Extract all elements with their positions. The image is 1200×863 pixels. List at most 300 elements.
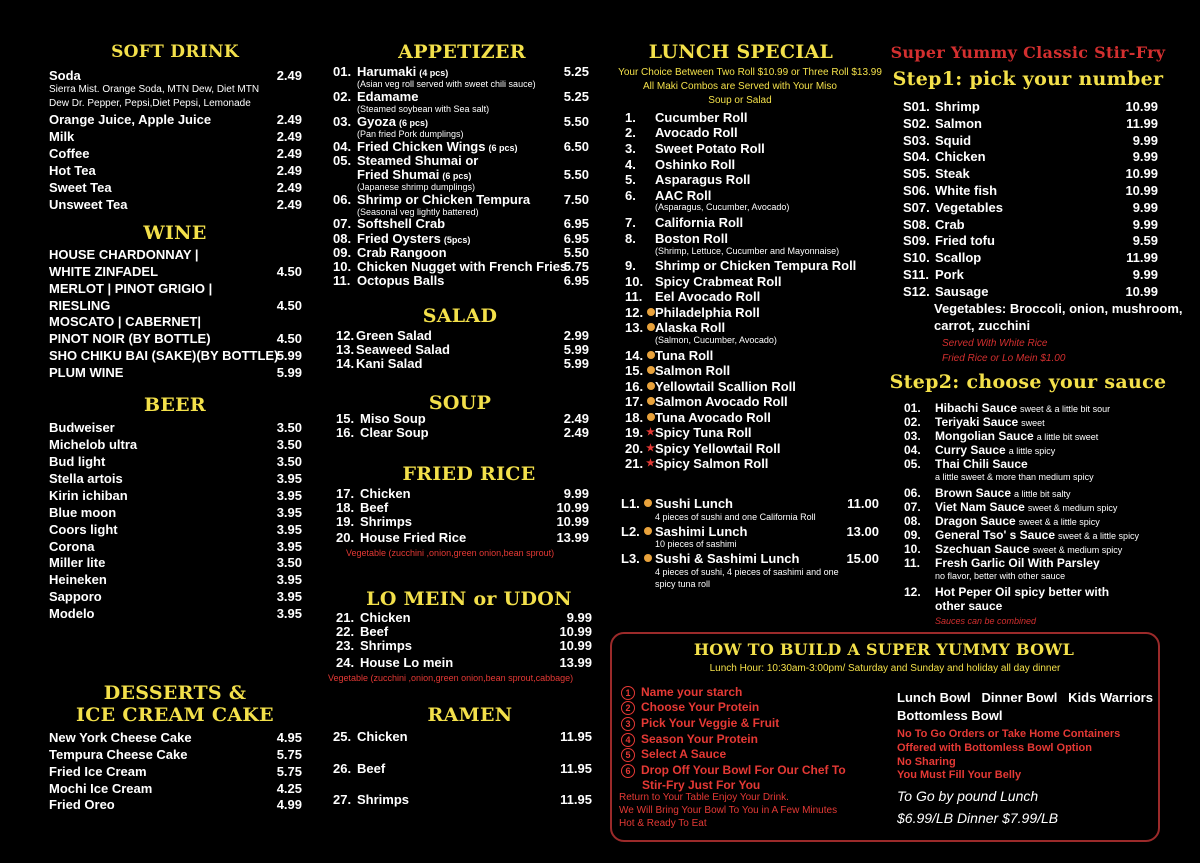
- bowl-return-note: Hot & Ready To Eat: [619, 818, 707, 829]
- item-number: 20.: [336, 530, 355, 545]
- lo-mein-heading: LO MEIN or UDON: [366, 588, 572, 610]
- fried-rice-row: [336, 530, 589, 545]
- item-number: 11.: [333, 273, 351, 288]
- wine-row: [49, 264, 302, 279]
- roll-number: 21.: [625, 456, 644, 471]
- item-price: 11.95: [560, 761, 592, 776]
- item-price: 3.95: [276, 572, 302, 587]
- appetizer-description: (Steamed soybean with Sea salt): [357, 104, 490, 114]
- appetizer-row: [333, 64, 589, 79]
- ramen-row: [333, 792, 592, 807]
- item-name: Scallop: [935, 250, 982, 265]
- lunch-roll-row: [625, 172, 875, 187]
- item-name: MERLOT | PINOT GRIGIO |: [49, 281, 213, 296]
- item-price: 5.99: [563, 342, 589, 357]
- beer-row: [49, 539, 302, 554]
- beer-row: [49, 471, 302, 486]
- item-name: MOSCATO | CABERNET|: [49, 314, 201, 329]
- roll-description: (Salmon, Cucumber, Avocado): [655, 335, 777, 345]
- roll-number: 8.: [625, 231, 636, 246]
- bowl-heading: HOW TO BUILD A SUPER YUMMY BOWL: [693, 640, 1075, 659]
- roll-number: 10.: [625, 274, 644, 289]
- roll-number: 15.: [625, 363, 644, 378]
- soup-row: [336, 411, 589, 426]
- item-price: 11.95: [560, 792, 592, 807]
- item-number: S04.: [903, 149, 930, 164]
- item-price: 4.50: [276, 264, 302, 279]
- item-number: 15.: [336, 411, 355, 426]
- drink-row: [49, 197, 302, 212]
- dessert-row: [49, 781, 302, 796]
- roll-name: Yellowtail Scallion Roll: [655, 379, 796, 394]
- sauce-row: [904, 542, 1159, 557]
- step-number-circle: 3: [621, 717, 635, 731]
- roll-number: 1.: [625, 110, 636, 125]
- lunch-roll-row: [625, 394, 875, 409]
- roll-name: Oshinko Roll: [655, 157, 736, 172]
- item-name: RIESLING: [49, 298, 111, 313]
- item-name: WHITE ZINFADEL: [49, 264, 159, 279]
- lunch-roll-row: [625, 258, 875, 273]
- item-number: 02.: [333, 89, 352, 104]
- item-name: SHO CHIKU BAI (SAKE)(BY BOTTLE): [49, 348, 279, 363]
- item-price: 2.49: [276, 180, 302, 195]
- combo-description: spicy tuna roll: [655, 579, 711, 589]
- sauce-name: Curry Sauce a little spicy: [935, 443, 1056, 457]
- sauce-description: a little bit sweet: [1036, 432, 1099, 442]
- soup-row: [336, 425, 589, 440]
- sauce-row: [904, 585, 1159, 600]
- beer-row: [49, 555, 302, 570]
- item-name: Squid: [935, 133, 972, 148]
- item-number: S07.: [903, 200, 930, 215]
- sauce-number: 09.: [904, 528, 921, 542]
- roll-name: Sweet Potato Roll: [655, 141, 765, 156]
- piece-count: (4 pcs): [419, 68, 449, 78]
- item-name: Milk: [49, 129, 75, 144]
- item-price: 2.49: [276, 163, 302, 178]
- lunch-roll-row: [625, 157, 875, 172]
- item-name: Shrimps: [357, 792, 410, 807]
- item-name: Modelo: [49, 606, 95, 621]
- ramen-row: [333, 761, 592, 776]
- step-number-circle: 2: [621, 701, 635, 715]
- stir-fry-row: [903, 267, 1158, 282]
- item-price: 3.95: [276, 522, 302, 537]
- item-number: S06.: [903, 183, 930, 198]
- item-name: PLUM WINE: [49, 365, 124, 380]
- item-name: House Fried Rice: [360, 530, 467, 545]
- item-name: Beef: [360, 500, 389, 515]
- bowl-step: [621, 732, 758, 747]
- roll-number: 5.: [625, 172, 636, 187]
- fried-rice-row: [336, 514, 589, 529]
- item-number: S02.: [903, 116, 930, 131]
- dessert-row: [49, 730, 302, 745]
- appetizer-row: [333, 89, 589, 104]
- sauce-name: Teriyaki Sauce sweet: [935, 415, 1045, 429]
- item-name: Vegetables: [935, 200, 1003, 215]
- roll-name: Alaska Roll: [655, 320, 726, 335]
- wine-row: [49, 314, 302, 329]
- appetizer-row: [333, 259, 589, 274]
- step-text: Choose Your Protein: [641, 700, 760, 714]
- item-name: Shrimps: [360, 514, 413, 529]
- item-name: Fried Shumai (6 pcs): [357, 167, 472, 182]
- lunch-roll-row: [625, 363, 875, 378]
- spicy-star-icon: ★: [646, 443, 655, 454]
- item-name: Seaweed Salad: [356, 342, 450, 357]
- item-number: 08.: [333, 231, 352, 246]
- lunch-roll-row: [625, 141, 875, 156]
- item-price: 10.99: [1125, 284, 1158, 299]
- salad-row: [336, 356, 589, 371]
- piece-count: (6 pcs): [399, 118, 429, 128]
- item-name: White fish: [935, 183, 998, 198]
- item-price: 3.95: [276, 589, 302, 604]
- sauce-number: 01.: [904, 401, 921, 415]
- item-price: 2.49: [276, 129, 302, 144]
- sauce-description: a little sweet & more than medium spicy: [935, 472, 1094, 482]
- bowl-rule: You Must Fill Your Belly: [897, 769, 1022, 781]
- lunch-roll-row: [625, 456, 875, 471]
- item-price: 9.99: [1132, 217, 1158, 232]
- roll-name: Shrimp or Chicken Tempura Roll: [655, 258, 857, 273]
- item-number: 12.: [336, 328, 355, 343]
- sauce-name: General Tso' s Sauce sweet & a little spicy: [935, 528, 1140, 542]
- item-name: Fried Chicken Wings (6 pcs): [357, 139, 518, 154]
- stir-fry-row: [903, 183, 1158, 198]
- item-price: 10.99: [1125, 183, 1158, 198]
- lunch-special-subtitle: Soup or Salad: [708, 95, 772, 106]
- item-name: Chicken: [360, 610, 411, 625]
- sauce-row: [904, 528, 1159, 543]
- roll-name: Spicy Salmon Roll: [655, 456, 769, 471]
- roll-number: 11.: [625, 289, 643, 304]
- item-name: Kirin ichiban: [49, 488, 128, 503]
- item-price: 3.95: [276, 488, 302, 503]
- dessert-row: [49, 764, 302, 779]
- item-price: 5.75: [276, 747, 302, 762]
- item-number: 17.: [336, 486, 355, 501]
- lunch-special-subtitle: Your Choice Between Two Roll $10.99 or Three Roll $13.99: [618, 67, 882, 78]
- lunch-special-subtitle: All Maki Combos are Served with Your Miso: [643, 81, 837, 92]
- item-price: 4.50: [276, 331, 302, 346]
- item-name: Chicken: [357, 729, 408, 744]
- wine-row: [49, 365, 302, 380]
- item-name: Steamed Shumai or: [357, 153, 479, 168]
- sauce-row: [904, 457, 1159, 472]
- item-price: 5.50: [563, 245, 589, 260]
- sauce-name: Mongolian Sauce a little bit sweet: [935, 429, 1099, 443]
- lo-mein-row: [336, 655, 592, 670]
- desserts-heading: DESSERTS &: [103, 682, 247, 704]
- roll-number: 16.: [625, 379, 644, 394]
- item-number: S10.: [903, 250, 930, 265]
- raw-fish-icon: [647, 323, 655, 331]
- drink-row: [49, 112, 302, 127]
- roll-number: 17.: [625, 394, 644, 409]
- roll-name: Cucumber Roll: [655, 110, 748, 125]
- fried-rice-row: [336, 486, 589, 501]
- soda-description: Dew Dr. Pepper, Pepsi,Diet Pepsi, Lemonade: [49, 98, 251, 109]
- roll-name: Salmon Avocado Roll: [655, 394, 788, 409]
- bowl-rule: No To Go Orders or Take Home Containers: [897, 728, 1121, 740]
- item-number: 26.: [333, 761, 352, 776]
- lunch-combo-row: [621, 496, 879, 511]
- bowl-step: [621, 716, 779, 731]
- item-name: Coffee: [49, 146, 90, 161]
- drink-row: [49, 180, 302, 195]
- roll-number: 3.: [625, 141, 636, 156]
- item-price: 6.95: [563, 216, 589, 231]
- item-name: Unsweet Tea: [49, 197, 128, 212]
- item-name: Fried Ice Cream: [49, 764, 147, 779]
- wine-row: [49, 298, 302, 313]
- combo-price: 13.00: [846, 524, 879, 539]
- item-name: Tempura Cheese Cake: [49, 747, 188, 762]
- sauce-row: [904, 429, 1159, 444]
- roll-number: 4.: [625, 157, 636, 172]
- wine-row: [49, 331, 302, 346]
- item-price: 10.99: [1125, 99, 1158, 114]
- roll-name: California Roll: [655, 215, 744, 230]
- ramen-heading: RAMEN: [427, 704, 513, 726]
- dessert-row: [49, 797, 302, 812]
- item-name: Bud light: [49, 454, 106, 469]
- item-price: 13.99: [556, 530, 589, 545]
- rice-note: Served With White Rice: [942, 338, 1048, 349]
- roll-number: 19.: [625, 425, 644, 440]
- dessert-row: [49, 747, 302, 762]
- sauce-description: sweet & a little spicy: [1018, 517, 1100, 527]
- drink-row: [49, 146, 302, 161]
- roll-name: AAC Roll: [655, 188, 712, 203]
- lunch-roll-row: [625, 348, 875, 363]
- item-name: Miller lite: [49, 555, 106, 570]
- bowl-step: [621, 747, 726, 762]
- roll-description: (Asparagus, Cucumber, Avocado): [655, 202, 790, 212]
- item-price: 5.75: [276, 764, 302, 779]
- appetizer-heading: APPETIZER: [398, 41, 526, 63]
- sauce-row: [904, 443, 1159, 458]
- sauce-number: 04.: [904, 443, 921, 457]
- item-price: 4.50: [276, 298, 302, 313]
- drink-row: [49, 129, 302, 144]
- item-price: 2.49: [276, 68, 302, 83]
- item-price: 10.99: [1125, 166, 1158, 181]
- item-number: S05.: [903, 166, 930, 181]
- item-number: 09.: [333, 245, 352, 260]
- sauce-name: other sauce: [935, 599, 1003, 613]
- roll-number: 18.: [625, 410, 644, 425]
- item-name: Budweiser: [49, 420, 115, 435]
- sauce-description: sweet & medium spicy: [1032, 545, 1123, 555]
- appetizer-row: [333, 273, 589, 288]
- item-number: 22.: [336, 624, 355, 639]
- sauce-number: 02.: [904, 415, 921, 429]
- lo-mein-row: [336, 638, 592, 653]
- beer-row: [49, 522, 302, 537]
- soup-heading: SOUP: [428, 392, 492, 414]
- item-number: 10.: [333, 259, 352, 274]
- item-price: 4.99: [276, 797, 302, 812]
- bowl-types: Lunch Bowl Dinner Bowl Kids Warriors: [897, 690, 1153, 705]
- combo-description: 10 pieces of sashimi: [655, 539, 737, 549]
- appetizer-row: [333, 245, 589, 260]
- item-name: Fried Oysters (5pcs): [357, 231, 471, 246]
- lunch-roll-row: [625, 231, 875, 246]
- beer-row: [49, 589, 302, 604]
- item-price: 3.50: [276, 555, 302, 570]
- item-name: Chicken: [360, 486, 411, 501]
- sauce-number: 11.: [904, 556, 921, 570]
- salad-heading: SALAD: [422, 305, 498, 327]
- item-name: Softshell Crab: [357, 216, 446, 231]
- sauce-description: a little spicy: [1008, 446, 1056, 456]
- item-name: Edamame: [357, 89, 419, 104]
- beer-row: [49, 488, 302, 503]
- step1-heading: Step1: pick your number: [892, 68, 1164, 90]
- roll-name: Avocado Roll: [655, 125, 738, 140]
- roll-name: Eel Avocado Roll: [655, 289, 761, 304]
- sauce-row: [904, 401, 1159, 416]
- stir-fry-row: [903, 233, 1158, 248]
- fried-rice-row: [336, 500, 589, 515]
- roll-name: Philadelphia Roll: [655, 305, 760, 320]
- raw-fish-icon: [647, 397, 655, 405]
- item-price: 9.99: [566, 610, 592, 625]
- appetizer-row: [333, 216, 589, 231]
- item-number: S11.: [903, 267, 930, 282]
- roll-name: Boston Roll: [655, 231, 728, 246]
- stir-fry-row: [903, 284, 1158, 299]
- item-name: Soda: [49, 68, 81, 83]
- vegetables-note: carrot, zucchini: [934, 318, 1031, 333]
- item-number: 01.: [333, 64, 352, 79]
- step2-heading: Step2: choose your sauce: [889, 371, 1167, 393]
- soft-drink-heading: SOFT DRINK: [111, 42, 239, 62]
- item-number: 21.: [336, 610, 355, 625]
- item-number: 14.: [336, 356, 355, 371]
- item-number: 23.: [336, 638, 355, 653]
- item-price: 2.49: [276, 146, 302, 161]
- item-price: 3.50: [276, 454, 302, 469]
- item-price: 2.99: [563, 328, 589, 343]
- item-name: Steak: [935, 166, 970, 181]
- sauce-number: 07.: [904, 500, 921, 514]
- item-name: Chicken: [935, 149, 986, 164]
- to-go-price: $6.99/LB Dinner $7.99/LB: [897, 810, 1059, 826]
- item-price: 5.99: [276, 348, 302, 363]
- item-price: 11.99: [1126, 250, 1158, 265]
- sauce-number: 06.: [904, 486, 921, 500]
- rice-note: Fried Rice or Lo Mein $1.00: [942, 353, 1066, 364]
- wine-row: [49, 348, 302, 363]
- sauce-row: [904, 556, 1159, 571]
- item-name: Kani Salad: [356, 356, 423, 371]
- sauce-description: sweet & a little spicy: [1058, 531, 1140, 541]
- raw-fish-icon: [644, 527, 652, 535]
- sauce-name: Dragon Sauce sweet & a little spicy: [935, 514, 1100, 528]
- item-price: 11.99: [1126, 116, 1158, 131]
- lunch-roll-row: [625, 410, 875, 425]
- roll-number: 20.: [625, 441, 644, 456]
- item-name: Shrimp or Chicken Tempura: [357, 192, 531, 207]
- stir-fry-row: [903, 250, 1158, 265]
- item-name: Corona: [49, 539, 95, 554]
- spicy-star-icon: ★: [646, 427, 655, 438]
- combo-name: Sushi Lunch: [655, 496, 733, 511]
- beer-row: [49, 420, 302, 435]
- roll-number: 2.: [625, 125, 636, 140]
- combo-name: Sushi & Sashimi Lunch: [655, 551, 800, 566]
- item-number: 19.: [336, 514, 355, 529]
- item-number: 05.: [333, 153, 352, 168]
- item-name: Michelob ultra: [49, 437, 138, 452]
- appetizer-description: (Pan fried Pork dumplings): [357, 129, 464, 139]
- item-price: 3.50: [276, 420, 302, 435]
- item-price: 3.95: [276, 539, 302, 554]
- piece-count: (6 pcs): [442, 171, 472, 181]
- sauce-name: Hibachi Sauce sweet & a little bit sour: [935, 401, 1111, 415]
- bowl-step: [621, 685, 742, 700]
- stir-fry-row: [903, 133, 1158, 148]
- sauce-combined-note: Sauces can be combined: [935, 616, 1037, 626]
- item-number: 27.: [333, 792, 352, 807]
- piece-count: (6 pcs): [488, 143, 518, 153]
- combo-price: 15.00: [846, 551, 879, 566]
- sauce-number: 05.: [904, 457, 921, 471]
- lunch-roll-row: [625, 274, 875, 289]
- item-name: Stella artois: [49, 471, 123, 486]
- appetizer-row: [333, 192, 589, 207]
- item-number: S08.: [903, 217, 930, 232]
- bowl-rule: Offered with Bottomless Bowl Option: [897, 742, 1092, 754]
- item-name: PINOT NOIR (BY BOTTLE): [49, 331, 211, 346]
- sauce-description: sweet & medium spicy: [1027, 503, 1118, 513]
- item-name: Sausage: [935, 284, 989, 299]
- item-name: Crab Rangoon: [357, 245, 447, 260]
- item-price: 9.99: [1132, 200, 1158, 215]
- ramen-row: [333, 729, 592, 744]
- lunch-roll-row: [625, 305, 875, 320]
- roll-name: Spicy Tuna Roll: [655, 425, 752, 440]
- combo-description: 4 pieces of sushi and one California Roll: [655, 512, 816, 522]
- bowl-hours: Lunch Hour: 10:30am-3:00pm/ Saturday and Sunday and holiday all day dinner: [709, 663, 1061, 674]
- item-price: 2.49: [276, 197, 302, 212]
- item-name: Orange Juice, Apple Juice: [49, 112, 212, 127]
- roll-description: (Shrimp, Lettuce, Cucumber and Mayonnaise): [655, 246, 840, 256]
- appetizer-description: (Japanese shrimp dumplings): [357, 182, 476, 192]
- item-name: Green Salad: [356, 328, 432, 343]
- item-price: 9.99: [1132, 133, 1158, 148]
- item-price: 9.99: [1132, 149, 1158, 164]
- vegetables-note: Vegetables: Broccoli, onion, mushroom,: [934, 301, 1183, 316]
- bowl-rule: No Sharing: [897, 756, 956, 768]
- step-text: Name your starch: [641, 685, 743, 699]
- item-name: Beef: [357, 761, 386, 776]
- sauce-name: Hot Peper Oil spicy better with: [935, 585, 1110, 599]
- roll-name: Tuna Roll: [655, 348, 714, 363]
- item-name: Shrimps: [360, 638, 413, 653]
- sauce-number: 12.: [904, 585, 921, 599]
- bowl-types: Bottomless Bowl: [897, 708, 1003, 723]
- lunch-roll-row: [625, 110, 875, 125]
- item-price: 3.50: [276, 437, 302, 452]
- lunch-roll-row: [625, 215, 875, 230]
- lunch-combo-row: [621, 524, 879, 539]
